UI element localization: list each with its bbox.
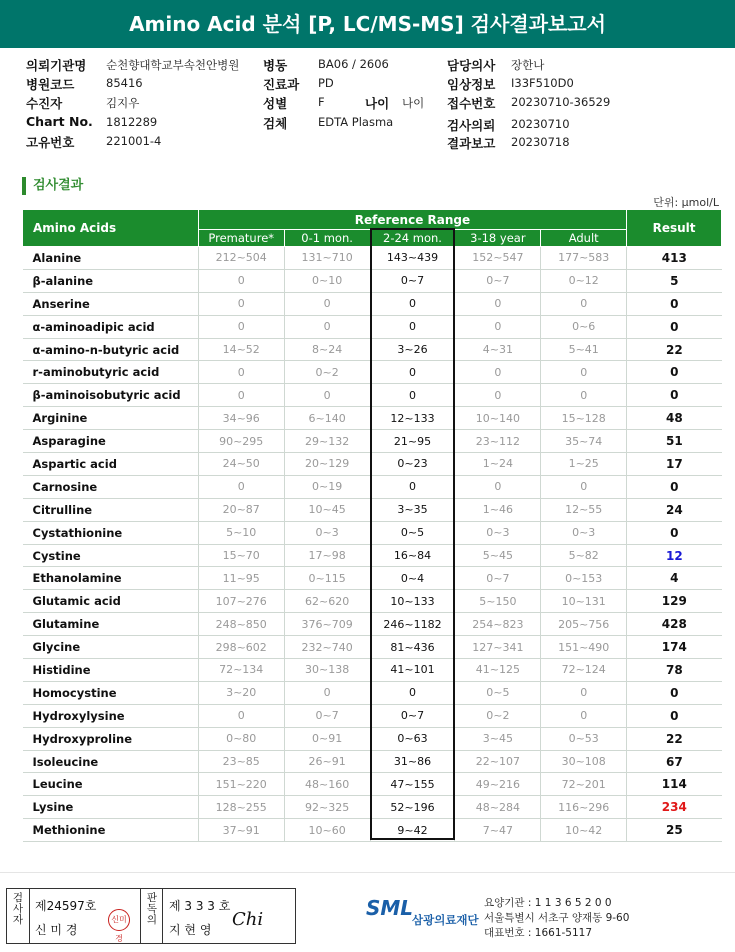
reference-range-cell: 3~35 <box>370 498 455 521</box>
amino-acid-name: Anserine <box>23 292 199 315</box>
reference-range-cell: 127~341 <box>455 636 541 659</box>
amino-acid-name: Glutamine <box>23 613 199 636</box>
amino-acid-name: r-aminobutyric acid <box>23 361 199 384</box>
reference-range-cell: 0 <box>541 384 627 407</box>
reference-range-cell: 5~150 <box>455 590 541 613</box>
reference-range-cell: 0 <box>198 384 284 407</box>
reference-range-cell: 10~131 <box>541 590 627 613</box>
table-row <box>23 613 722 636</box>
amino-acid-name: Arginine <box>23 407 199 430</box>
amino-acid-name: α-amino-n-butyric acid <box>23 338 199 361</box>
reference-range-cell: 1~25 <box>541 453 627 476</box>
info-label: 수진자 <box>26 96 63 111</box>
reference-range-cell: 31~86 <box>370 750 455 773</box>
amino-acid-name: Alanine <box>23 247 199 270</box>
reference-range-cell: 0~23 <box>370 453 455 476</box>
reference-range-cell: 0~3 <box>541 521 627 544</box>
signer-name: 신 미 경 <box>35 923 78 937</box>
reference-range-cell: 20~87 <box>198 498 284 521</box>
amino-acid-name: Hydroxyproline <box>23 727 199 750</box>
result-value: 413 <box>627 247 722 270</box>
result-value: 4 <box>627 567 722 590</box>
reference-range-cell: 48~160 <box>284 773 370 796</box>
info-value: 1812289 <box>106 115 158 129</box>
info-label: 결과보고 <box>447 136 496 151</box>
seal-icon: 신미경 <box>108 909 130 931</box>
reference-range-cell: 0 <box>541 475 627 498</box>
amino-acid-name: Ethanolamine <box>23 567 199 590</box>
amino-acid-table <box>22 209 722 842</box>
reference-range-cell: 0~63 <box>370 727 455 750</box>
reference-range-cell: 0~2 <box>284 361 370 384</box>
reference-range-cell: 0~153 <box>541 567 627 590</box>
reference-range-cell: 0~12 <box>541 269 627 292</box>
info-label: Chart No. <box>26 114 93 129</box>
info-label: 진료과 <box>263 77 300 92</box>
amino-acid-name: Hydroxylysine <box>23 704 199 727</box>
reference-range-cell: 47~155 <box>370 773 455 796</box>
result-value: 428 <box>627 613 722 636</box>
reference-range-cell: 128~255 <box>198 796 284 819</box>
info-value: 김지우 <box>106 96 140 110</box>
reference-range-cell: 52~196 <box>370 796 455 819</box>
reference-range-cell: 177~583 <box>541 247 627 270</box>
result-value: 174 <box>627 636 722 659</box>
reference-range-cell: 0 <box>455 384 541 407</box>
reference-range-cell: 10~45 <box>284 498 370 521</box>
address-line: 서울특별시 서초구 양재동 9-60 <box>484 912 630 924</box>
col-header-result: Result <box>627 210 722 247</box>
reference-range-cell: 0 <box>198 361 284 384</box>
amino-acid-name: β-alanine <box>23 269 199 292</box>
col-header-ref: 3-18 year <box>455 230 541 247</box>
signature-icon: Chi <box>232 909 264 930</box>
table-row <box>23 338 722 361</box>
vertical-label: 검사자 <box>12 892 24 926</box>
reference-range-cell: 0~91 <box>284 727 370 750</box>
result-value: 5 <box>627 269 722 292</box>
reference-range-cell: 0~115 <box>284 567 370 590</box>
reference-range-cell: 0 <box>198 475 284 498</box>
reference-range-cell: 0 <box>198 292 284 315</box>
reference-range-cell: 131~710 <box>284 247 370 270</box>
table-body <box>23 247 722 842</box>
result-value: 51 <box>627 430 722 453</box>
reference-range-cell: 11~95 <box>198 567 284 590</box>
reference-range-cell: 49~216 <box>455 773 541 796</box>
reference-range-cell: 37~91 <box>198 819 284 842</box>
reference-range-cell: 298~602 <box>198 636 284 659</box>
table-row <box>23 430 722 453</box>
reference-range-cell: 151~490 <box>541 636 627 659</box>
info-label: 담당의사 <box>447 58 496 73</box>
result-value: 0 <box>627 475 722 498</box>
result-value: 0 <box>627 384 722 407</box>
reference-range-cell: 5~10 <box>198 521 284 544</box>
info-label: 나이 <box>365 96 390 111</box>
info-value: F <box>318 95 325 109</box>
reference-range-cell: 151~220 <box>198 773 284 796</box>
info-value: 85416 <box>106 76 143 90</box>
info-label: 검사의뢰 <box>447 118 496 133</box>
reference-range-cell: 0~7 <box>455 269 541 292</box>
reference-range-cell: 0~10 <box>284 269 370 292</box>
reference-range-cell: 143~439 <box>370 247 455 270</box>
reference-range-cell: 254~823 <box>455 613 541 636</box>
reference-range-cell: 16~84 <box>370 544 455 567</box>
table-row <box>23 269 722 292</box>
result-value: 0 <box>627 681 722 704</box>
reference-range-cell: 0 <box>284 315 370 338</box>
reference-range-cell: 0 <box>284 384 370 407</box>
info-value: I33F510D0 <box>511 76 574 90</box>
reference-range-cell: 5~82 <box>541 544 627 567</box>
reference-range-cell: 0~19 <box>284 475 370 498</box>
table-row <box>23 361 722 384</box>
reference-range-cell: 0 <box>370 315 455 338</box>
reference-range-cell: 24~50 <box>198 453 284 476</box>
reference-range-cell: 0 <box>541 361 627 384</box>
reference-range-cell: 0 <box>370 475 455 498</box>
amino-acid-name: Carnosine <box>23 475 199 498</box>
amino-acid-name: Glycine <box>23 636 199 659</box>
reference-range-cell: 22~107 <box>455 750 541 773</box>
reference-range-cell: 12~55 <box>541 498 627 521</box>
reference-range-cell: 0~3 <box>284 521 370 544</box>
result-value: 114 <box>627 773 722 796</box>
reference-range-cell: 0 <box>541 704 627 727</box>
reference-range-cell: 15~128 <box>541 407 627 430</box>
amino-acid-name: α-aminoadipic acid <box>23 315 199 338</box>
reference-range-cell: 7~47 <box>455 819 541 842</box>
reference-range-cell: 0~5 <box>455 681 541 704</box>
info-value: EDTA Plasma <box>318 115 394 129</box>
amino-acid-name: Cystathionine <box>23 521 199 544</box>
reference-range-cell: 30~108 <box>541 750 627 773</box>
reference-range-cell: 17~98 <box>284 544 370 567</box>
reference-range-cell: 116~296 <box>541 796 627 819</box>
reference-range-cell: 41~101 <box>370 659 455 682</box>
info-label: 병동 <box>263 58 288 73</box>
result-value: 22 <box>627 727 722 750</box>
reference-range-cell: 3~45 <box>455 727 541 750</box>
reference-range-cell: 0 <box>455 292 541 315</box>
col-header-ref: Premature* <box>198 230 284 247</box>
reference-range-cell: 246~1182 <box>370 613 455 636</box>
info-value: 221001-4 <box>106 134 162 148</box>
info-value: 나이 <box>402 96 425 110</box>
reference-range-cell: 23~85 <box>198 750 284 773</box>
logo-name: 삼광의료재단 <box>412 913 479 927</box>
result-value: 0 <box>627 521 722 544</box>
table-row <box>23 796 722 819</box>
info-value: 순천향대학교부속천안병원 <box>106 58 240 72</box>
reference-range-cell: 0 <box>455 475 541 498</box>
section-title: 검사결과 <box>22 177 83 195</box>
reference-range-cell: 0 <box>284 681 370 704</box>
reference-range-cell: 10~60 <box>284 819 370 842</box>
license-number: 제 3 3 3 호 <box>169 899 231 913</box>
reference-range-cell: 12~133 <box>370 407 455 430</box>
table-row <box>23 247 722 270</box>
reference-range-cell: 0 <box>455 361 541 384</box>
result-value: 78 <box>627 659 722 682</box>
logo-abbr: SML <box>366 896 414 920</box>
info-label: 고유번호 <box>26 135 75 150</box>
reference-range-cell: 0 <box>198 704 284 727</box>
reference-range-cell: 376~709 <box>284 613 370 636</box>
license-number: 제24597호 <box>35 899 97 913</box>
table-row <box>23 727 722 750</box>
amino-acid-name: Homocystine <box>23 681 199 704</box>
reference-range-cell: 34~96 <box>198 407 284 430</box>
reference-range-cell: 232~740 <box>284 636 370 659</box>
reference-range-cell: 20~129 <box>284 453 370 476</box>
info-value: 20230710 <box>511 117 570 131</box>
vertical-label: 판독의 <box>146 892 158 926</box>
reference-range-cell: 48~284 <box>455 796 541 819</box>
amino-acid-name: β-aminoisobutyric acid <box>23 384 199 407</box>
info-label: 성별 <box>263 96 288 111</box>
address-line: 대표번호 : 1661-5117 <box>484 927 593 939</box>
reference-range-cell: 41~125 <box>455 659 541 682</box>
table-row <box>23 544 722 567</box>
unit-label: 단위: μmol/L <box>653 196 719 209</box>
reference-range-cell: 3~26 <box>370 338 455 361</box>
result-value: 17 <box>627 453 722 476</box>
table-row <box>23 453 722 476</box>
amino-acid-name: Citrulline <box>23 498 199 521</box>
reference-range-cell: 15~70 <box>198 544 284 567</box>
reference-range-cell: 0~4 <box>370 567 455 590</box>
result-value: 48 <box>627 407 722 430</box>
reference-range-cell: 0~7 <box>455 567 541 590</box>
result-value: 0 <box>627 292 722 315</box>
amino-acid-name: Methionine <box>23 819 199 842</box>
result-value: 234 <box>627 796 722 819</box>
reference-range-cell: 0 <box>370 292 455 315</box>
col-header-amino-acids: Amino Acids <box>23 210 199 247</box>
table-row <box>23 407 722 430</box>
reference-range-cell: 72~201 <box>541 773 627 796</box>
reference-range-cell: 8~24 <box>284 338 370 361</box>
info-value: PD <box>318 76 334 90</box>
reference-range-cell: 0 <box>198 315 284 338</box>
reference-range-cell: 4~31 <box>455 338 541 361</box>
table-row <box>23 521 722 544</box>
table-row <box>23 750 722 773</box>
reference-range-cell: 212~504 <box>198 247 284 270</box>
result-value: 25 <box>627 819 722 842</box>
result-value: 0 <box>627 361 722 384</box>
reference-range-cell: 9~42 <box>370 819 455 842</box>
reference-range-cell: 72~134 <box>198 659 284 682</box>
reference-range-cell: 205~756 <box>541 613 627 636</box>
reference-range-cell: 23~112 <box>455 430 541 453</box>
reference-range-cell: 0~2 <box>455 704 541 727</box>
col-header-ref: Adult <box>541 230 627 247</box>
table-row <box>23 384 722 407</box>
table-row <box>23 292 722 315</box>
reference-range-cell: 72~124 <box>541 659 627 682</box>
reference-range-cell: 0~80 <box>198 727 284 750</box>
table-row <box>23 590 722 613</box>
table-row <box>23 659 722 682</box>
reference-range-cell: 14~52 <box>198 338 284 361</box>
col-header-ref: 2-24 mon. <box>370 230 455 247</box>
reference-range-cell: 0 <box>370 384 455 407</box>
table-row <box>23 475 722 498</box>
sml-logo <box>366 896 479 927</box>
reference-range-cell: 30~138 <box>284 659 370 682</box>
reference-range-cell: 0~7 <box>370 269 455 292</box>
table-row <box>23 773 722 796</box>
report-title: Amino Acid 분석 [P, LC/MS-MS] 검사결과보고서 <box>0 0 735 48</box>
reference-range-cell: 3~20 <box>198 681 284 704</box>
result-value: 0 <box>627 704 722 727</box>
amino-acid-name: Aspartic acid <box>23 453 199 476</box>
reference-range-cell: 21~95 <box>370 430 455 453</box>
result-value: 24 <box>627 498 722 521</box>
reference-range-cell: 107~276 <box>198 590 284 613</box>
reference-range-cell: 0 <box>370 681 455 704</box>
reference-range-cell: 0~7 <box>370 704 455 727</box>
amino-acid-name: Isoleucine <box>23 750 199 773</box>
reference-range-cell: 0~3 <box>455 521 541 544</box>
reference-range-cell: 90~295 <box>198 430 284 453</box>
signer-name: 지 현 영 <box>169 923 212 937</box>
col-header-ref: 0-1 mon. <box>284 230 370 247</box>
table-row <box>23 819 722 842</box>
amino-acid-name: Glutamic acid <box>23 590 199 613</box>
amino-acid-name: Cystine <box>23 544 199 567</box>
reference-range-cell: 26~91 <box>284 750 370 773</box>
address-block <box>484 896 629 941</box>
result-value: 129 <box>627 590 722 613</box>
reference-range-cell: 0~6 <box>541 315 627 338</box>
reference-range-cell: 6~140 <box>284 407 370 430</box>
amino-acid-name: Lysine <box>23 796 199 819</box>
reference-range-cell: 0 <box>541 292 627 315</box>
info-value: 장한나 <box>511 58 545 72</box>
table-row <box>23 636 722 659</box>
reference-range-cell: 62~620 <box>284 590 370 613</box>
reference-range-cell: 29~132 <box>284 430 370 453</box>
result-value: 67 <box>627 750 722 773</box>
reference-range-cell: 81~436 <box>370 636 455 659</box>
amino-acid-name: Leucine <box>23 773 199 796</box>
reference-range-cell: 0 <box>198 269 284 292</box>
reference-range-cell: 10~42 <box>541 819 627 842</box>
table-row <box>23 567 722 590</box>
info-label: 의뢰기관명 <box>26 58 87 73</box>
info-label: 병원코드 <box>26 77 75 92</box>
amino-acid-name: Histidine <box>23 659 199 682</box>
reference-range-cell: 0 <box>541 681 627 704</box>
info-value: BA06 / 2606 <box>318 57 389 71</box>
reference-range-cell: 5~45 <box>455 544 541 567</box>
table-row <box>23 681 722 704</box>
address-line: 요양기관 : 1 1 3 6 5 2 0 0 <box>484 897 612 909</box>
amino-acid-name: Asparagine <box>23 430 199 453</box>
reference-range-cell: 1~24 <box>455 453 541 476</box>
reference-range-cell: 0 <box>370 361 455 384</box>
reference-range-cell: 248~850 <box>198 613 284 636</box>
table-row <box>23 315 722 338</box>
result-value: 0 <box>627 315 722 338</box>
table-row <box>23 704 722 727</box>
reference-range-cell: 5~41 <box>541 338 627 361</box>
table-row <box>23 498 722 521</box>
reference-range-cell: 35~74 <box>541 430 627 453</box>
reference-range-cell: 0 <box>455 315 541 338</box>
reference-range-cell: 10~133 <box>370 590 455 613</box>
reference-range-cell: 0 <box>284 292 370 315</box>
reference-range-cell: 152~547 <box>455 247 541 270</box>
info-label: 접수번호 <box>447 96 496 111</box>
reference-range-cell: 0~7 <box>284 704 370 727</box>
info-value: 20230718 <box>511 135 570 149</box>
info-label: 검체 <box>263 116 288 131</box>
reference-range-cell: 10~140 <box>455 407 541 430</box>
reference-range-cell: 0~53 <box>541 727 627 750</box>
info-label: 임상정보 <box>447 77 496 92</box>
reference-range-cell: 92~325 <box>284 796 370 819</box>
info-value: 20230710-36529 <box>511 95 611 109</box>
reference-range-cell: 1~46 <box>455 498 541 521</box>
reference-range-cell: 0~5 <box>370 521 455 544</box>
result-value: 22 <box>627 338 722 361</box>
signature-box <box>6 888 296 944</box>
result-value: 12 <box>627 544 722 567</box>
col-header-reference-range: Reference Range <box>198 210 626 230</box>
